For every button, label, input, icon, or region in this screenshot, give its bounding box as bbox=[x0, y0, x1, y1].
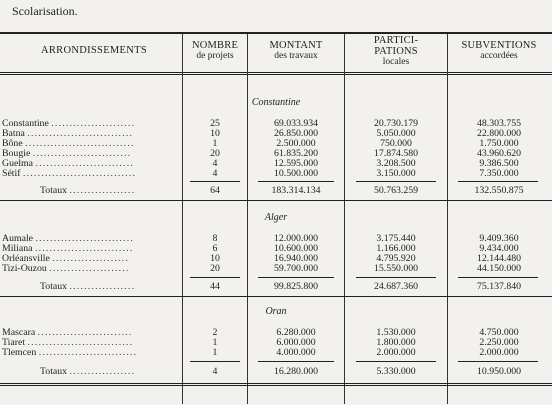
cell-montant: 69.033.934 bbox=[273, 118, 319, 129]
header-bottom-rule bbox=[0, 72, 552, 73]
row-name: Bône .............................. bbox=[2, 138, 135, 149]
cell-montant: 61.835.200 bbox=[273, 148, 319, 159]
cell-subventions: 75.137.840 bbox=[476, 281, 522, 292]
table-row-total bbox=[0, 367, 552, 377]
cell-participations: 750.000 bbox=[380, 138, 412, 149]
section-title-constantine: Constantine bbox=[251, 97, 301, 108]
cell-projets: 2 bbox=[212, 327, 218, 338]
cell-subventions: 9.409.360 bbox=[479, 233, 519, 244]
header-bottom-rule-2 bbox=[0, 74, 552, 75]
cell-subventions: 9.386.500 bbox=[479, 158, 519, 169]
cell-participations: 20.730.179 bbox=[373, 118, 419, 129]
cell-montant: 6.000.000 bbox=[276, 337, 316, 348]
row-name: Guelma ........................... bbox=[2, 158, 134, 169]
cell-montant: 2.500.000 bbox=[276, 138, 316, 149]
cell-projets: 1 bbox=[212, 138, 218, 149]
cell-montant: 16.280.000 bbox=[273, 366, 319, 377]
section-bottom-rule bbox=[0, 296, 552, 297]
header-nombre-line1: NOMBRE bbox=[191, 40, 239, 51]
row-name: Constantine ....................... bbox=[2, 118, 136, 129]
cell-subventions: 48.303.755 bbox=[476, 118, 522, 129]
sum-rule bbox=[458, 277, 538, 278]
row-name: Batna ............................. bbox=[2, 128, 134, 139]
cell-subventions: 43.960.620 bbox=[476, 148, 522, 159]
row-name: Totaux .................. bbox=[40, 185, 136, 196]
cell-participations: 4.795.920 bbox=[376, 253, 416, 264]
cell-participations: 17.874.580 bbox=[373, 148, 419, 159]
table-row-total bbox=[0, 186, 552, 196]
cell-montant: 10.500.000 bbox=[273, 168, 319, 179]
cell-projets: 4 bbox=[212, 158, 218, 169]
cell-subventions: 1.750.000 bbox=[479, 138, 519, 149]
sum-rule bbox=[190, 277, 240, 278]
cell-projets: 1 bbox=[212, 347, 218, 358]
header-montant-line1: MONTANT bbox=[269, 40, 323, 51]
cell-projets: 64 bbox=[210, 185, 220, 196]
table-bottom-rule-2 bbox=[0, 385, 552, 386]
cell-subventions: 12.144.480 bbox=[476, 253, 522, 264]
cell-montant: 12.000.000 bbox=[273, 233, 319, 244]
sum-rule bbox=[458, 361, 538, 362]
cell-participations: 24.687.360 bbox=[373, 281, 419, 292]
sum-rule bbox=[190, 361, 240, 362]
cell-montant: 99.825.800 bbox=[273, 281, 319, 292]
cell-projets: 44 bbox=[210, 281, 220, 292]
cell-montant: 10.600.000 bbox=[273, 243, 319, 254]
header-nombre bbox=[183, 40, 247, 62]
cell-participations: 1.800.000 bbox=[376, 337, 416, 348]
row-name: Aumale ........................... bbox=[2, 233, 134, 244]
cell-montant: 6.280.000 bbox=[276, 327, 316, 338]
cell-projets: 20 bbox=[210, 263, 220, 274]
sum-rule bbox=[356, 181, 436, 182]
cell-montant: 183.314.134 bbox=[271, 185, 321, 196]
cell-montant: 12.595.000 bbox=[273, 158, 319, 169]
cell-projets: 4 bbox=[212, 168, 218, 179]
cell-participations: 2.000.000 bbox=[376, 347, 416, 358]
header-participations-line2: PATIONS bbox=[374, 46, 418, 57]
cell-montant: 16.940.000 bbox=[273, 253, 319, 264]
table-row bbox=[0, 264, 552, 274]
header-subventions bbox=[448, 40, 550, 62]
header-arrondissements: ARRONDISSEMENTS bbox=[40, 45, 147, 56]
cell-projets: 10 bbox=[210, 128, 220, 139]
cell-subventions: 132.550.875 bbox=[474, 185, 524, 196]
cell-participations: 3.175.440 bbox=[376, 233, 416, 244]
header-subventions-line1: SUBVENTIONS bbox=[461, 40, 537, 51]
cell-participations: 3.150.000 bbox=[376, 168, 416, 179]
cell-projets: 10 bbox=[210, 253, 220, 264]
table-bottom-rule bbox=[0, 383, 552, 384]
cell-participations: 1.166.000 bbox=[376, 243, 416, 254]
cell-subventions: 2.000.000 bbox=[479, 347, 519, 358]
cell-projets: 1 bbox=[212, 337, 218, 348]
cell-subventions: 4.750.000 bbox=[479, 327, 519, 338]
header-top-rule bbox=[0, 32, 552, 34]
cell-montant: 4.000.000 bbox=[276, 347, 316, 358]
cell-projets: 25 bbox=[210, 118, 220, 129]
sum-rule bbox=[190, 181, 240, 182]
cell-subventions: 44.150.000 bbox=[476, 263, 522, 274]
cell-participations: 3.208.500 bbox=[376, 158, 416, 169]
row-name: Bougie ........................... bbox=[2, 148, 132, 159]
cell-projets: 8 bbox=[212, 233, 218, 244]
header-montant-line2: des travaux bbox=[274, 51, 318, 61]
row-name: Sétif ............................... bbox=[2, 168, 137, 179]
cell-projets: 20 bbox=[210, 148, 220, 159]
row-name: Tizi-Ouzou ...................... bbox=[2, 263, 130, 274]
header-montant bbox=[248, 40, 344, 62]
cell-subventions: 10.950.000 bbox=[476, 366, 522, 377]
row-name: Mascara .......................... bbox=[2, 327, 133, 338]
sum-rule bbox=[458, 181, 538, 182]
row-name: Tlemcen ........................... bbox=[2, 347, 138, 358]
cell-participations: 50.763.259 bbox=[373, 185, 419, 196]
sum-rule bbox=[258, 277, 334, 278]
cell-projets: 4 bbox=[212, 366, 218, 377]
cell-subventions: 9.434.000 bbox=[479, 243, 519, 254]
table-caption: Scolarisation. bbox=[12, 4, 78, 18]
table-row bbox=[0, 169, 552, 179]
cell-montant: 59.700.000 bbox=[273, 263, 319, 274]
sum-rule bbox=[356, 277, 436, 278]
header-nombre-line2: de projets bbox=[196, 51, 234, 61]
table-row-total bbox=[0, 282, 552, 292]
cell-participations: 5.050.000 bbox=[376, 128, 416, 139]
row-name: Tiaret ............................. bbox=[2, 337, 134, 348]
row-name: Totaux .................. bbox=[40, 281, 136, 292]
header-participations-line1: PARTICI- bbox=[373, 35, 419, 46]
cell-montant: 26.850.000 bbox=[273, 128, 319, 139]
section-bottom-rule bbox=[0, 200, 552, 201]
cell-participations: 5.330.000 bbox=[376, 366, 416, 377]
table-row bbox=[0, 348, 552, 358]
row-name: Miliana ........................... bbox=[2, 243, 134, 254]
row-name: Totaux .................. bbox=[40, 366, 136, 377]
cell-subventions: 7.350.000 bbox=[479, 168, 519, 179]
cell-participations: 15.550.000 bbox=[373, 263, 419, 274]
sum-rule bbox=[258, 181, 334, 182]
section-title-oran: Oran bbox=[265, 306, 287, 317]
header-participations-line3: locales bbox=[382, 57, 410, 67]
cell-projets: 6 bbox=[212, 243, 218, 254]
section-title-alger: Alger bbox=[264, 212, 288, 223]
header-participations bbox=[345, 35, 447, 68]
sum-rule bbox=[356, 361, 436, 362]
cell-participations: 1.530.000 bbox=[376, 327, 416, 338]
cell-subventions: 22.800.000 bbox=[476, 128, 522, 139]
header-subventions-line2: accordées bbox=[480, 51, 518, 61]
sum-rule bbox=[258, 361, 334, 362]
row-name: Orléansville ..................... bbox=[2, 253, 129, 264]
cell-subventions: 2.250.000 bbox=[479, 337, 519, 348]
